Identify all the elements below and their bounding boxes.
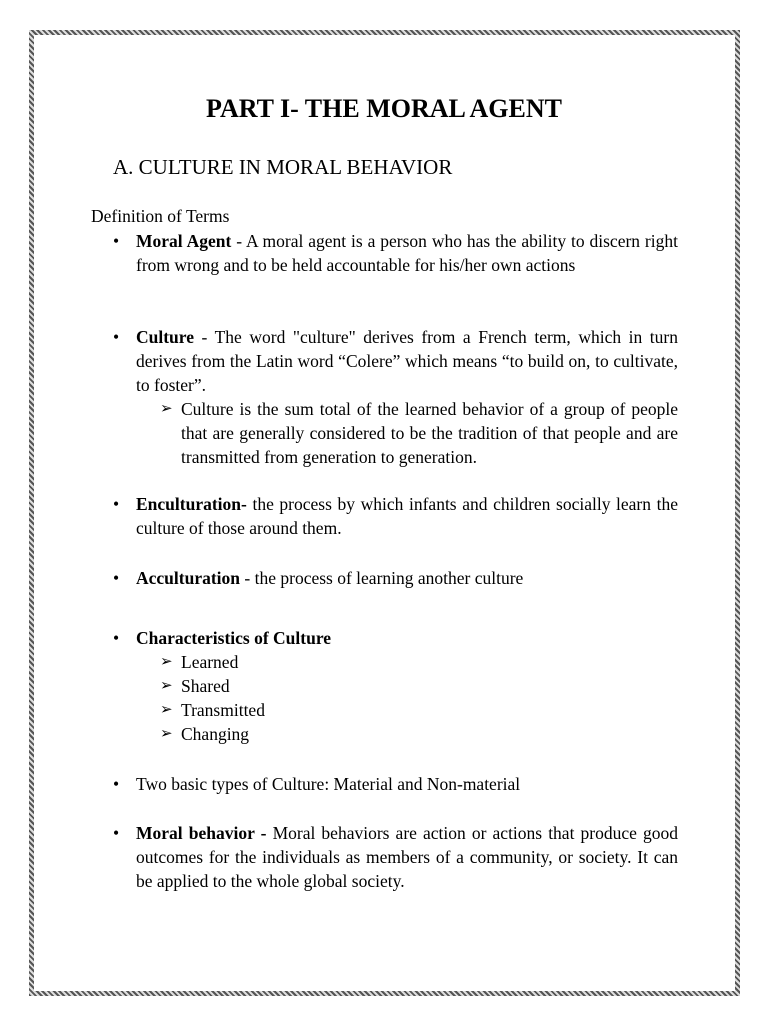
definition-term: Characteristics of Culture bbox=[136, 628, 332, 648]
characteristic-label: Learned bbox=[181, 652, 239, 672]
definition-enculturation bbox=[113, 492, 678, 540]
definition-term: Moral Agent bbox=[136, 231, 232, 251]
definition-acculturation bbox=[113, 566, 678, 590]
culture-sub-point bbox=[160, 397, 678, 469]
definition-term: Enculturation- bbox=[136, 494, 247, 514]
characteristic-item bbox=[160, 674, 678, 698]
definition-culture bbox=[113, 325, 678, 397]
arrow-bullet-icon: ➢ bbox=[160, 654, 173, 670]
arrow-bullet-icon: ➢ bbox=[160, 726, 173, 742]
characteristic-label: Transmitted bbox=[181, 700, 265, 720]
definition-description: the process by which infants and children socially learn the culture of those around them. bbox=[136, 494, 678, 538]
definition-text bbox=[136, 626, 678, 650]
definition-text bbox=[136, 821, 678, 893]
arrow-bullet-icon: ➢ bbox=[160, 702, 173, 718]
definition-description: - the process of learning another culture bbox=[240, 568, 524, 588]
bullet-icon: • bbox=[113, 823, 120, 843]
sub-point-text: Culture is the sum total of the learned behavior of a group of people that are generally considered to be the tradition of that people and are transmitted from generation to generation. bbox=[181, 399, 678, 467]
characteristic-label: Changing bbox=[181, 724, 250, 744]
definition-text bbox=[136, 229, 678, 277]
section-heading: A. CULTURE IN MORAL BEHAVIOR bbox=[113, 155, 453, 179]
arrow-bullet-icon: ➢ bbox=[160, 401, 173, 417]
definitions-label: Definition of Terms bbox=[91, 206, 230, 226]
definition-text: Two basic types of Culture: Material and Non-material bbox=[136, 774, 521, 794]
bullet-icon: • bbox=[113, 327, 120, 347]
definition-term: Moral behavior - bbox=[136, 823, 267, 843]
definition-term: Culture bbox=[136, 327, 195, 347]
definition-moral-behavior bbox=[113, 821, 678, 893]
characteristic-item bbox=[160, 698, 678, 722]
definition-moral-agent bbox=[113, 229, 678, 277]
definition-text bbox=[136, 325, 678, 397]
arrow-bullet-icon: ➢ bbox=[160, 678, 173, 694]
definition-description: - The word "culture" derives from a French term, which in turn derives from the Latin word “Colere” which means “to build on, to cultivate, to foster”. bbox=[136, 327, 678, 395]
definition-text bbox=[136, 492, 678, 540]
definition-text bbox=[136, 566, 678, 590]
bullet-icon: • bbox=[113, 628, 120, 648]
bullet-icon: • bbox=[113, 568, 120, 588]
characteristic-item bbox=[160, 650, 678, 674]
bullet-icon: • bbox=[113, 231, 120, 251]
bullet-icon: • bbox=[113, 494, 120, 514]
characteristic-label: Shared bbox=[181, 676, 230, 696]
definition-description: Moral behaviors are action or actions that produce good outcomes for the individuals as members of a community, or society. It can be applied to the whole global society. bbox=[136, 823, 678, 891]
two-types-of-culture bbox=[113, 772, 678, 796]
characteristic-item bbox=[160, 722, 678, 746]
bullet-icon: • bbox=[113, 774, 120, 794]
page-title: PART I- THE MORAL AGENT bbox=[206, 94, 562, 123]
characteristics-of-culture bbox=[113, 626, 678, 650]
definition-term: Acculturation bbox=[136, 568, 241, 588]
definition-description: - A moral agent is a person who has the ability to discern right from wrong and to be held accountable for his/her own actions bbox=[136, 231, 678, 275]
